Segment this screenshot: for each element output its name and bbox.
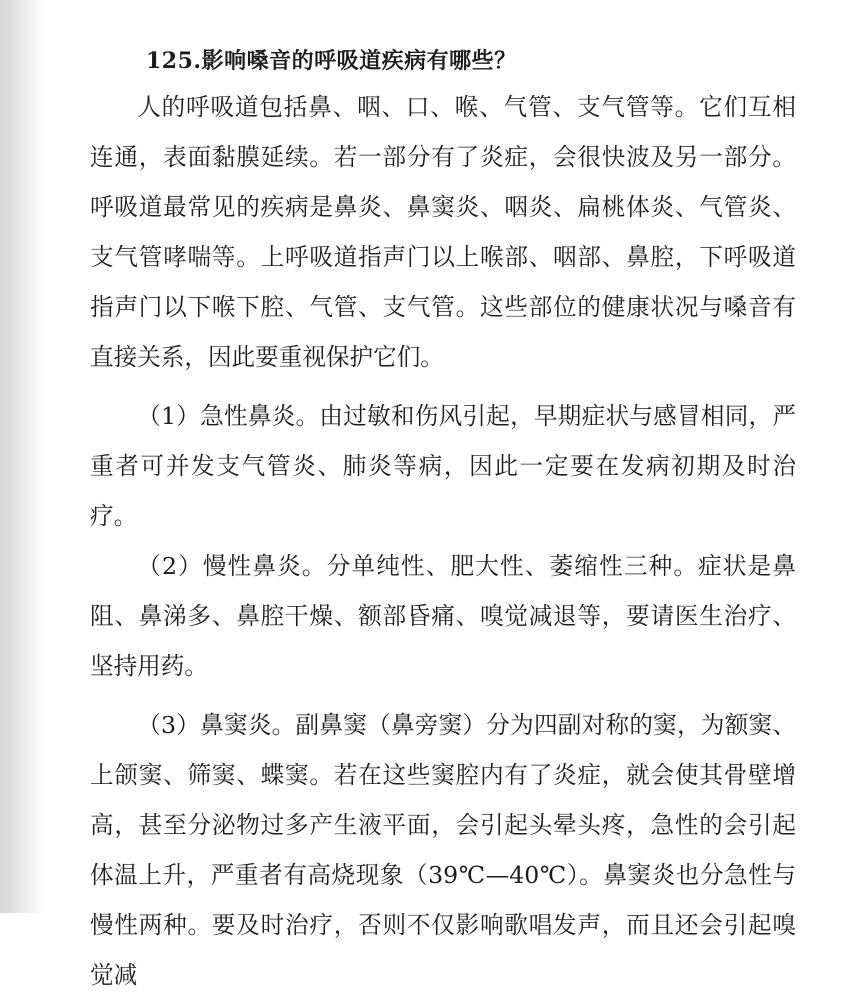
paragraph-chronic-rhinitis: （2）慢性鼻炎。分单纯性、肥大性、萎缩性三种。症状是鼻阻、鼻涕多、鼻腔干燥、额部昏痛、嗅觉减退等，要请医生治疗、坚持用药。	[90, 552, 796, 680]
paragraph-intro: 人的呼吸道包括鼻、咽、口、喉、气管、支气管等。它们互相连通，表面黏膜延续。若一部分有了炎症，会很快波及另一部分。呼吸道最常见的疾病是鼻炎、鼻窦炎、咽炎、扁桃体炎、气管炎、支气管哮喘等。上呼吸道指声门以上喉部、咽部、鼻腔，下呼吸道指声门以下喉下腔、气管、支气管。这些部位的健康状况与嗓音有直接关系，因此要重视保护它们。	[90, 93, 796, 371]
page-body	[90, 44, 796, 1000]
section-heading: 125.影响嗓音的呼吸道疾病有哪些？	[146, 48, 517, 74]
paragraph-sinusitis: （3）鼻窦炎。副鼻窦（鼻旁窦）分为四副对称的窦，为额窦、上颌窦、筛窦、蝶窦。若在这些窦腔内有了炎症，就会使其骨壁增高，甚至分泌物过多产生液平面，会引起头晕头疼，急性的会引起体温上升，严重者有高烧现象（39℃—40℃）。鼻窦炎也分急性与慢性两种。要及时治疗，否则不仅影响歌唱发声，而且还会引起嗅觉减	[90, 711, 796, 989]
paragraph-acute-rhinitis: （1）急性鼻炎。由过敏和伤风引起，早期症状与感冒相同，严重者可并发支气管炎、肺炎等病，因此一定要在发病初期及时治疗。	[90, 402, 796, 530]
page-gutter-shadow	[0, 0, 44, 913]
